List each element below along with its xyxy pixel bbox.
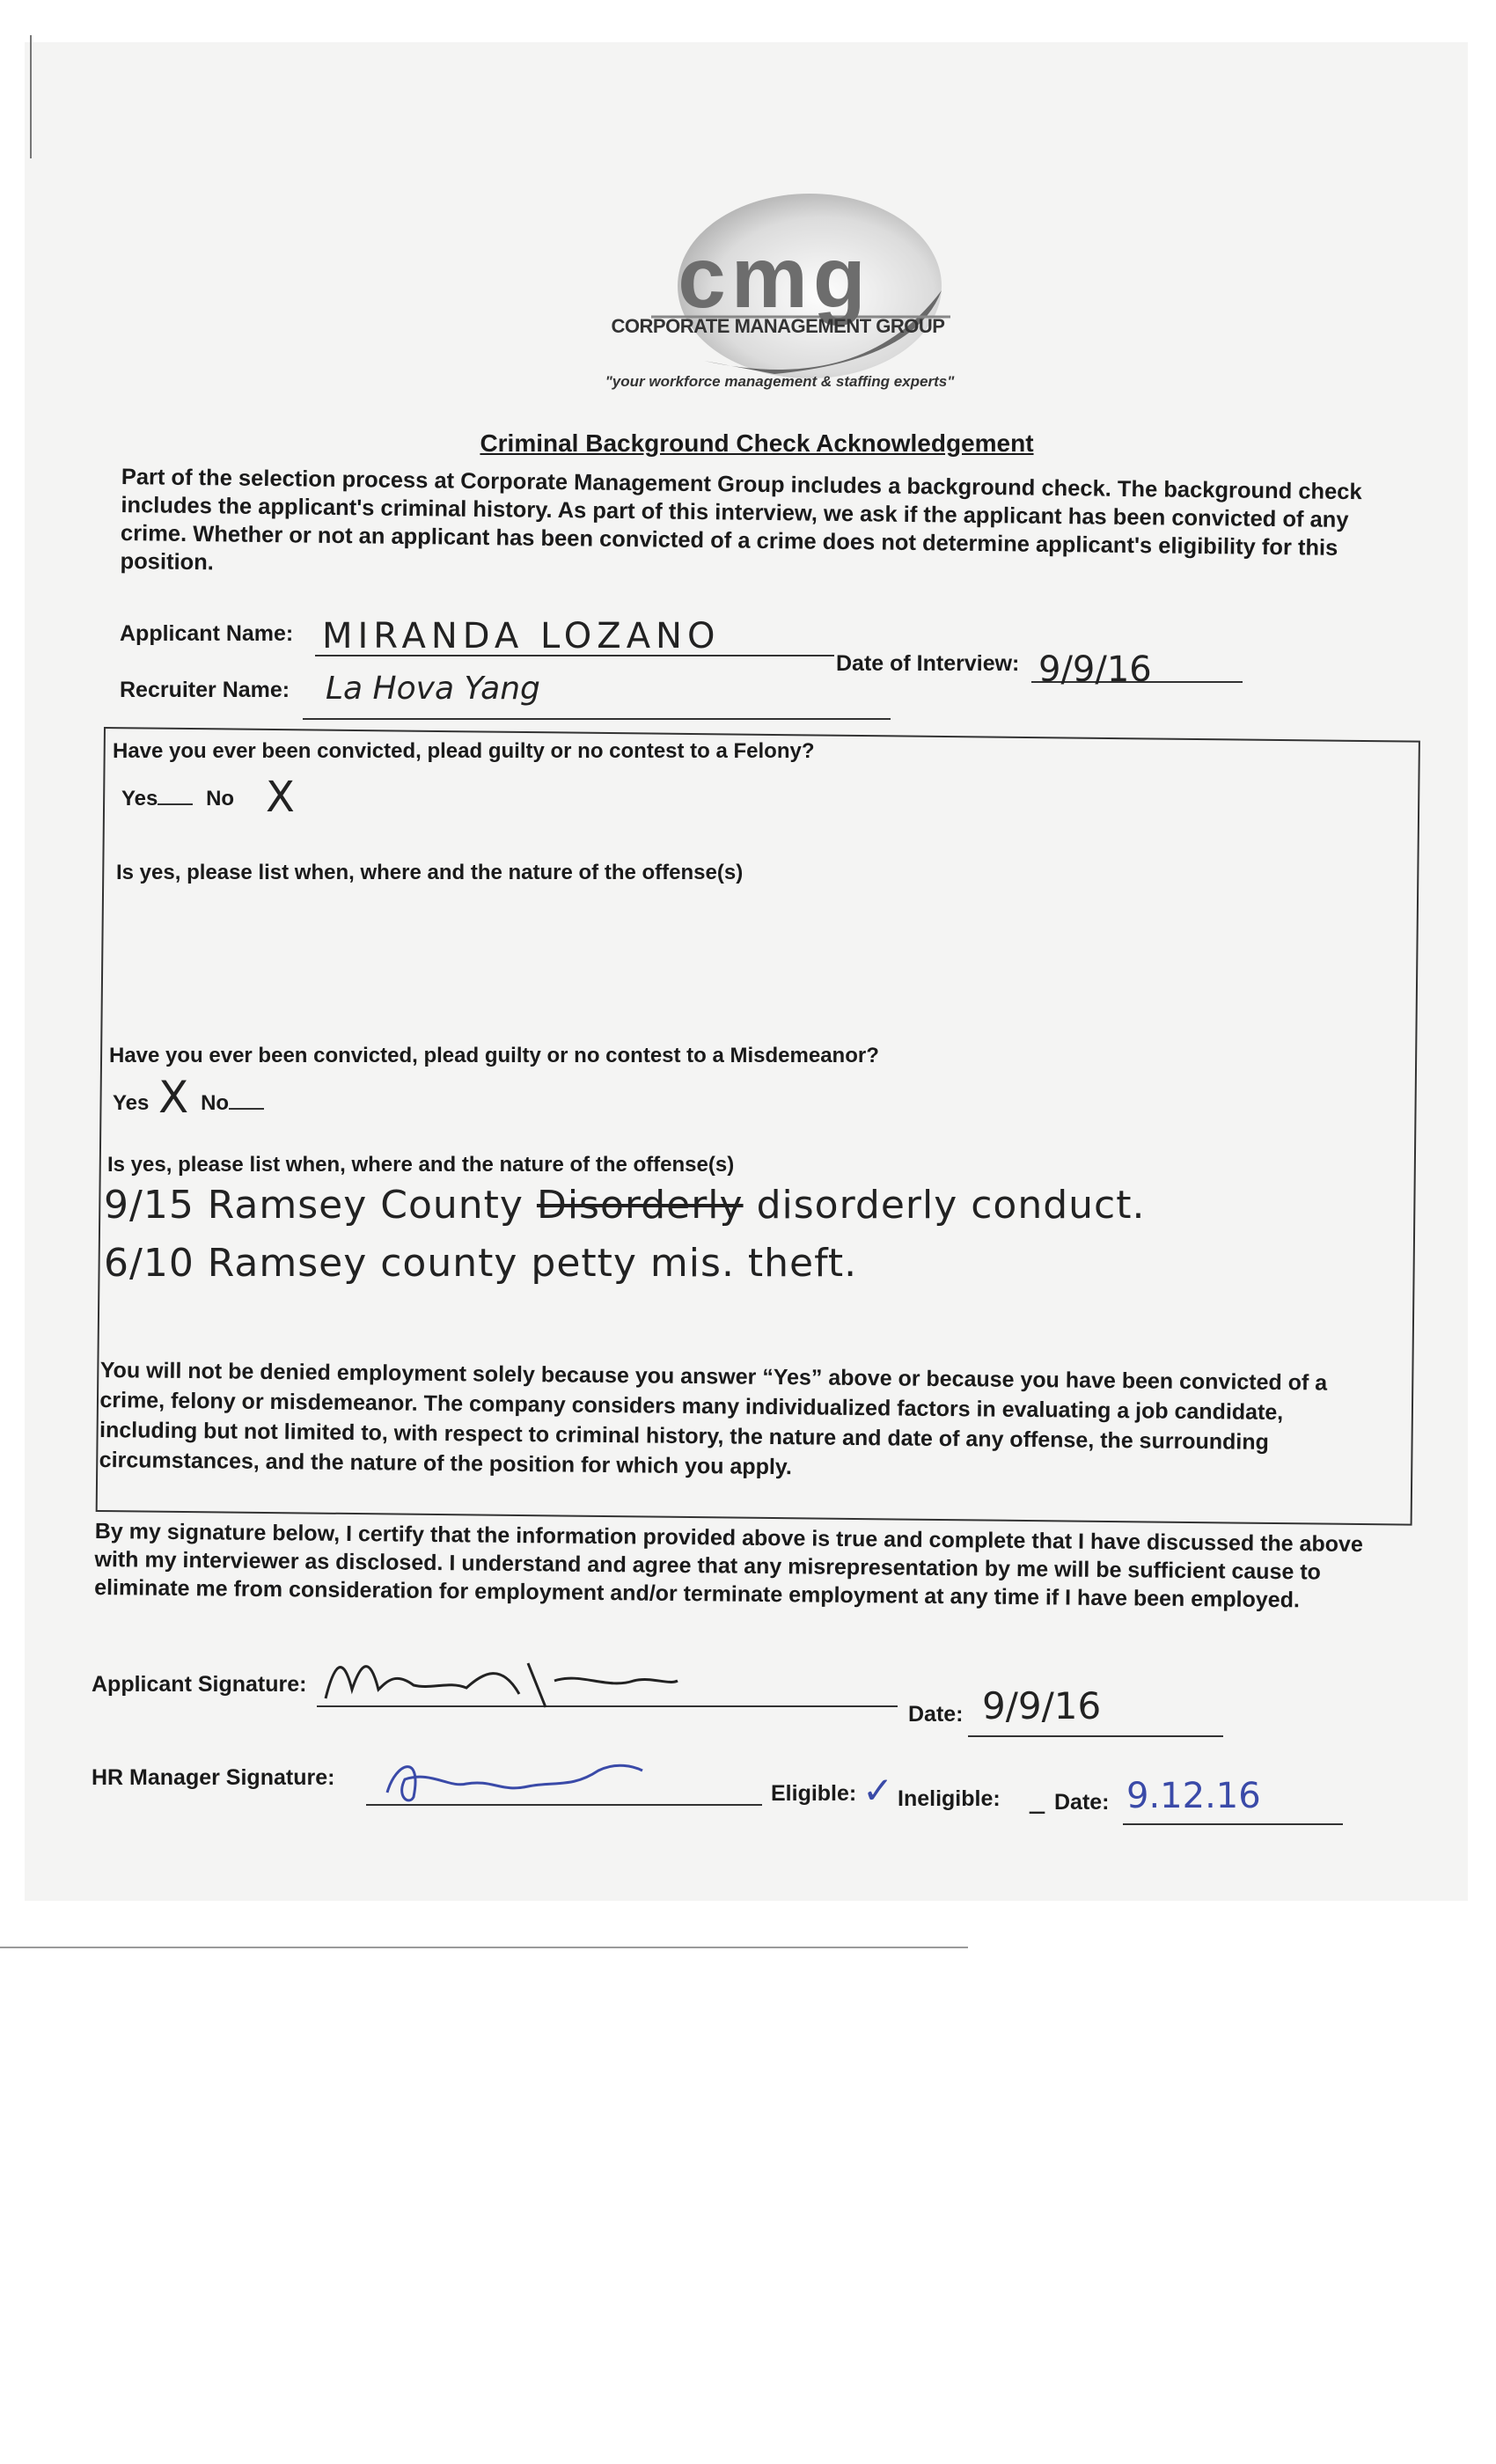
felony-no-mark[interactable]: X (266, 773, 295, 822)
hr-signature-icon[interactable] (370, 1744, 669, 1815)
applicant-signature-icon[interactable] (317, 1646, 686, 1716)
form-title: Criminal Background Check Acknowledgement (480, 429, 1034, 457)
offense-line-2[interactable]: 6/10 Ramsey county petty mis. theft. (104, 1241, 858, 1286)
felony-no-label: No (206, 787, 235, 810)
recruiter-name-value[interactable]: La Hova Yang (326, 671, 540, 707)
logo-letters: cmg (678, 229, 871, 326)
felony-yes-blank[interactable] (158, 803, 193, 805)
recruiter-name-line (303, 718, 891, 720)
interview-date-label: Date of Interview: (836, 651, 1020, 676)
logo-tagline: "your workforce management & staffing experts" (605, 373, 955, 390)
felony-yes-label: Yes (121, 787, 158, 810)
eligible-label: Eligible: (771, 1781, 857, 1806)
hr-signature-label: HR Manager Signature: (92, 1765, 335, 1790)
misdemeanor-yes-label: Yes (113, 1091, 150, 1115)
hr-date-line (1123, 1823, 1343, 1825)
misdemeanor-question: Have you ever been convicted, plead guilty or no contest to a Misdemeanor? (109, 1044, 879, 1067)
misdemeanor-no-blank[interactable] (229, 1108, 264, 1110)
notice-paragraph: You will not be denied employment solely because you answer “Yes” above or because you have been convicted of a crime, felony or misdemeanor. The company considers many individualized factors in evaluating a job candidate, including but not limited to, with respect to criminal history, the nature and date of any offense, the surrounding circumstances, and the nature of the position for which you apply. (99, 1357, 1328, 1480)
cmg-logo (598, 185, 977, 405)
misdemeanor-no-label: No (201, 1091, 230, 1115)
intro-paragraph: Part of the selection process at Corporate Management Group includes a background check. The background check includes the applicant's criminal history. As part of this interview, we ask if the applicant has been convicted of any crime. Whether or not an applicant has been convicted of a crime does not determine applicant's eligibility for this position. (120, 464, 1362, 576)
recruiter-name-label: Recruiter Name: (120, 678, 290, 702)
offense-line-1[interactable] (104, 1183, 1145, 1228)
applicant-name-value[interactable]: MIRANDA LOZANO (322, 616, 721, 656)
interview-date-value[interactable]: 9/9/16 (1038, 649, 1152, 690)
applicant-signature-label: Applicant Signature: (92, 1672, 307, 1697)
ineligible-mark[interactable]: _ (1030, 1779, 1045, 1815)
misdemeanor-details-label: Is yes, please list when, where and the nature of the offense(s) (107, 1153, 735, 1177)
certification-paragraph: By my signature below, I certify that the information provided above is true and complete that I have discussed the above with my interviewer as disclosed. I understand and agree that any misrepresentation by me will be sufficient cause to eliminate me from consideration for employment and/or terminate employment at any time if I have been employed. (94, 1518, 1363, 1613)
offense-line-1-end: disorderly conduct. (756, 1183, 1146, 1228)
offense-line-1-start: 9/15 Ramsey County (104, 1183, 524, 1228)
applicant-name-label: Applicant Name: (120, 621, 294, 646)
applicant-date-value[interactable]: 9/9/16 (982, 1684, 1102, 1727)
felony-details-label: Is yes, please list when, where and the nature of the offense(s) (116, 861, 744, 884)
hr-date-value[interactable]: 9.12.16 (1126, 1776, 1261, 1816)
scan-margin-line (30, 35, 32, 158)
misdemeanor-yes-mark[interactable]: X (158, 1072, 189, 1123)
eligible-mark[interactable]: ✓ (862, 1769, 894, 1812)
felony-question: Have you ever been convicted, plead guilty or no contest to a Felony? (113, 739, 815, 763)
offense-line-1-struck: Disorderly (536, 1183, 744, 1228)
hr-date-label: Date: (1054, 1790, 1110, 1815)
applicant-date-label: Date: (908, 1702, 964, 1727)
ineligible-label: Ineligible: (898, 1786, 1001, 1811)
logo-company-name: CORPORATE MANAGEMENT GROUP (611, 315, 945, 337)
felony-answer-row (121, 787, 234, 811)
applicant-date-line (968, 1735, 1223, 1737)
scan-bottom-edge (0, 1947, 968, 1948)
